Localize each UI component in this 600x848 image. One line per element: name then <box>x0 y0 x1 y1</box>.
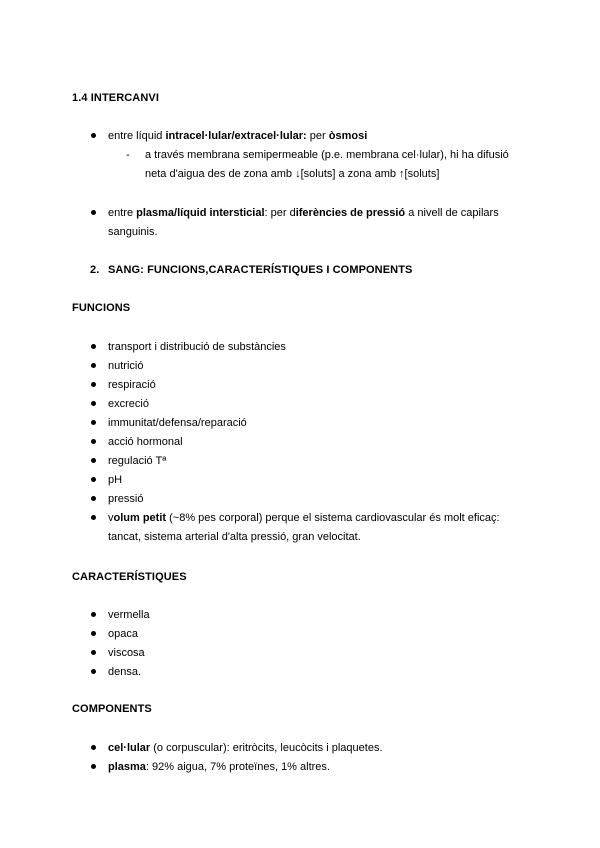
bullet-icon <box>91 344 96 349</box>
list-item-intercanvi-1: entre líquid intracel·lular/extracel·lular: per òsmosi <box>108 130 368 142</box>
bullet-icon <box>91 382 96 387</box>
list-item-component: plasma: 92% aigua, 7% proteïnes, 1% altres. <box>108 761 330 773</box>
bullet-icon <box>91 496 96 501</box>
bullet-icon <box>91 515 96 520</box>
subsection-heading-funcions: FUNCIONS <box>72 302 131 314</box>
list-item-caracteristica: opaca <box>108 628 138 640</box>
bullet-icon <box>91 669 96 674</box>
list-item-funcio: regulació Tª <box>108 455 167 467</box>
bullet-icon <box>91 477 96 482</box>
list-item-intercanvi-2: entre plasma/líquid intersticial: per diferències de pressió a nivell de capilars <box>108 207 499 219</box>
bullet-icon <box>91 210 96 215</box>
list-item-funcio: respiració <box>108 379 156 391</box>
sub-item-line-1: a través membrana semipermeable (p.e. membrana cel·lular), hi ha difusió <box>145 149 509 161</box>
bullet-icon <box>91 631 96 636</box>
list-item-funcio-volum-cont: tancat, sistema arterial d'alta pressió, gran velocitat. <box>108 531 361 543</box>
bullet-icon <box>91 363 96 368</box>
section-heading-sang: SANG: FUNCIONS,CARACTERÍSTIQUES I COMPONENTS <box>108 264 413 276</box>
list-item-funcio-volum: volum petit (~8% pes corporal) perque el sistema cardiovascular és molt eficaç: <box>108 512 500 524</box>
bullet-icon <box>91 420 96 425</box>
list-item-caracteristica: vermella <box>108 609 150 621</box>
sub-item-dash: - <box>126 149 130 161</box>
subsection-heading-components: COMPONENTS <box>72 703 152 715</box>
list-item-funcio: nutrició <box>108 360 144 372</box>
list-item-caracteristica: viscosa <box>108 647 145 659</box>
section-heading-intercanvi: 1.4 INTERCANVI <box>72 92 159 104</box>
list-item-funcio: transport i distribució de substàncies <box>108 341 286 353</box>
bullet-icon <box>91 133 96 138</box>
bullet-icon <box>91 764 96 769</box>
bullet-icon <box>91 401 96 406</box>
list-item-funcio: immunitat/defensa/reparació <box>108 417 247 429</box>
list-item-funcio: acció hormonal <box>108 436 183 448</box>
subsection-heading-caracteristiques: CARACTERÍSTIQUES <box>72 571 187 583</box>
list-item-funcio: pressió <box>108 493 144 505</box>
list-item-funcio: pH <box>108 474 123 486</box>
list-item-funcio: excreció <box>108 398 149 410</box>
bullet-icon <box>91 439 96 444</box>
bullet-icon <box>91 745 96 750</box>
section-number: 2. <box>90 264 100 276</box>
sub-item-line-2: neta d'aigua des de zona amb ↓[soluts] a zona amb ↑[soluts] <box>145 168 440 180</box>
list-item-caracteristica: densa. <box>108 666 142 678</box>
list-item-intercanvi-2-cont: sanguinis. <box>108 226 158 238</box>
bullet-icon <box>91 458 96 463</box>
bullet-icon <box>91 650 96 655</box>
list-item-component: cel·lular (o corpuscular): eritròcits, leucòcits i plaquetes. <box>108 742 383 754</box>
bullet-icon <box>91 612 96 617</box>
